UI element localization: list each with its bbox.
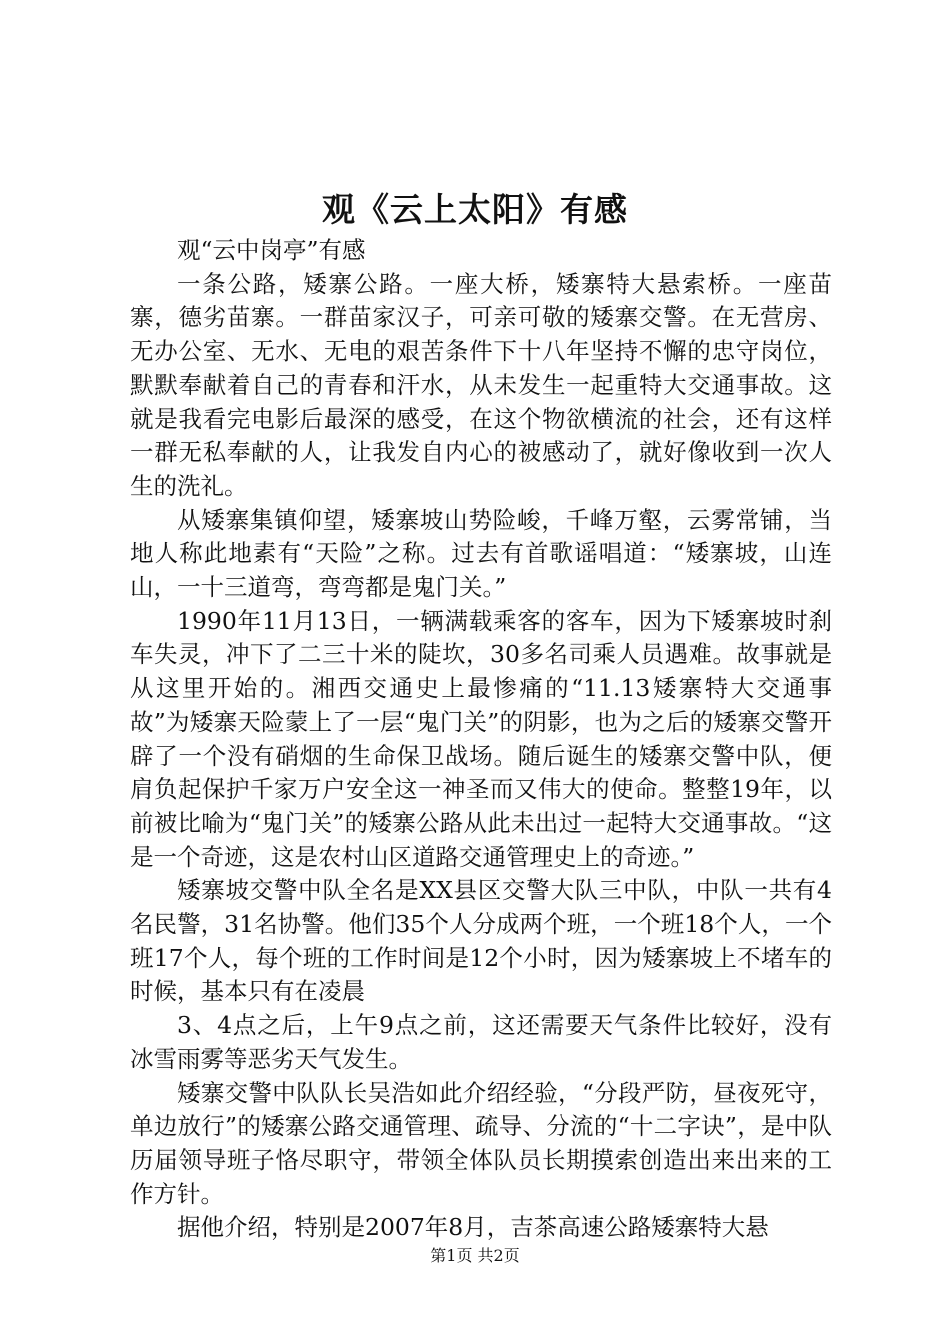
paragraph: 3、4点之后，上午9点之前，这还需要天气条件比较好，没有冰雪雨雾等恶劣天气发生。 xyxy=(130,1011,832,1073)
page-number-footer: 第1页 共2页 xyxy=(430,1246,520,1265)
paragraph: 矮寨坡交警中队全名是XX县区交警大队三中队，中队一共有4名民警，31名协警。他们35个人分成两个班，一个班18个人，一个班17个人，每个班的工作时间是12个小时，因为矮寨坡上不堵车的时候，基本只有在凌晨 xyxy=(130,876,832,1006)
document-title: 观《云上太阳》有感 xyxy=(322,190,628,229)
paragraph: 从矮寨集镇仰望，矮寨坡山势险峻，千峰万壑，云雾常铺，当地人称此地素有“天险”之称。过去有首歌谣唱道：“矮寨坡，山连山，一十三道弯，弯弯都是鬼门关。” xyxy=(130,505,832,602)
paragraph: 一条公路，矮寨公路。一座大桥，矮寨特大悬索桥。一座苗寨，德劣苗寨。一群苗家汉子，可亲可敬的矮寨交警。在无营房、无办公室、无水、无电的艰苦条件下十八年坚持不懈的忠守岗位，默默奉献着自己的青春和汗水，从未发生一起重特大交通事故。这就是我看完电影后最深的感受，在这个物欲横流的社会，还有这样一群无私奉献的人，让我发自内心的被感动了，就好像收到一次人生的洗礼。 xyxy=(130,269,832,500)
paragraph: 矮寨交警中队队长吴浩如此介绍经验，“分段严防，昼夜死守，单边放行”的矮寨公路交通管理、疏导、分流的“十二字诀”，是中队历届领导班子恪尽职守，带领全体队员长期摸索创造出来出来的工作方针。 xyxy=(130,1078,832,1208)
paragraph: 1990年11月13日，一辆满载乘客的客车，因为下矮寨坡时刹车失灵，冲下了二三十米的陡坎，30多名司乘人员遇难。故事就是从这里开始的。湘西交通史上最惨痛的“11.13矮寨特大交通事故”为矮寨天险蒙上了一层“鬼门关”的阴影，也为之后的矮寨交警开辟了一个没有硝烟的生命保卫战场。随后诞生的矮寨交警中队，便肩负起保护千家万户安全这一神圣而又伟大的使命。整整19年，以前被比喻为“鬼门关”的矮寨公路从此未出过一起特大交通事故。“这是一个奇迹，这是农村山区道路交通管理史上的奇迹。” xyxy=(130,606,832,871)
document-body xyxy=(130,234,832,1245)
paragraph: 据他介绍，特别是2007年8月，吉茶高速公路矮寨特大悬 xyxy=(177,1213,769,1242)
paragraph-subtitle: 观“云中岗亭”有感 xyxy=(177,236,366,264)
